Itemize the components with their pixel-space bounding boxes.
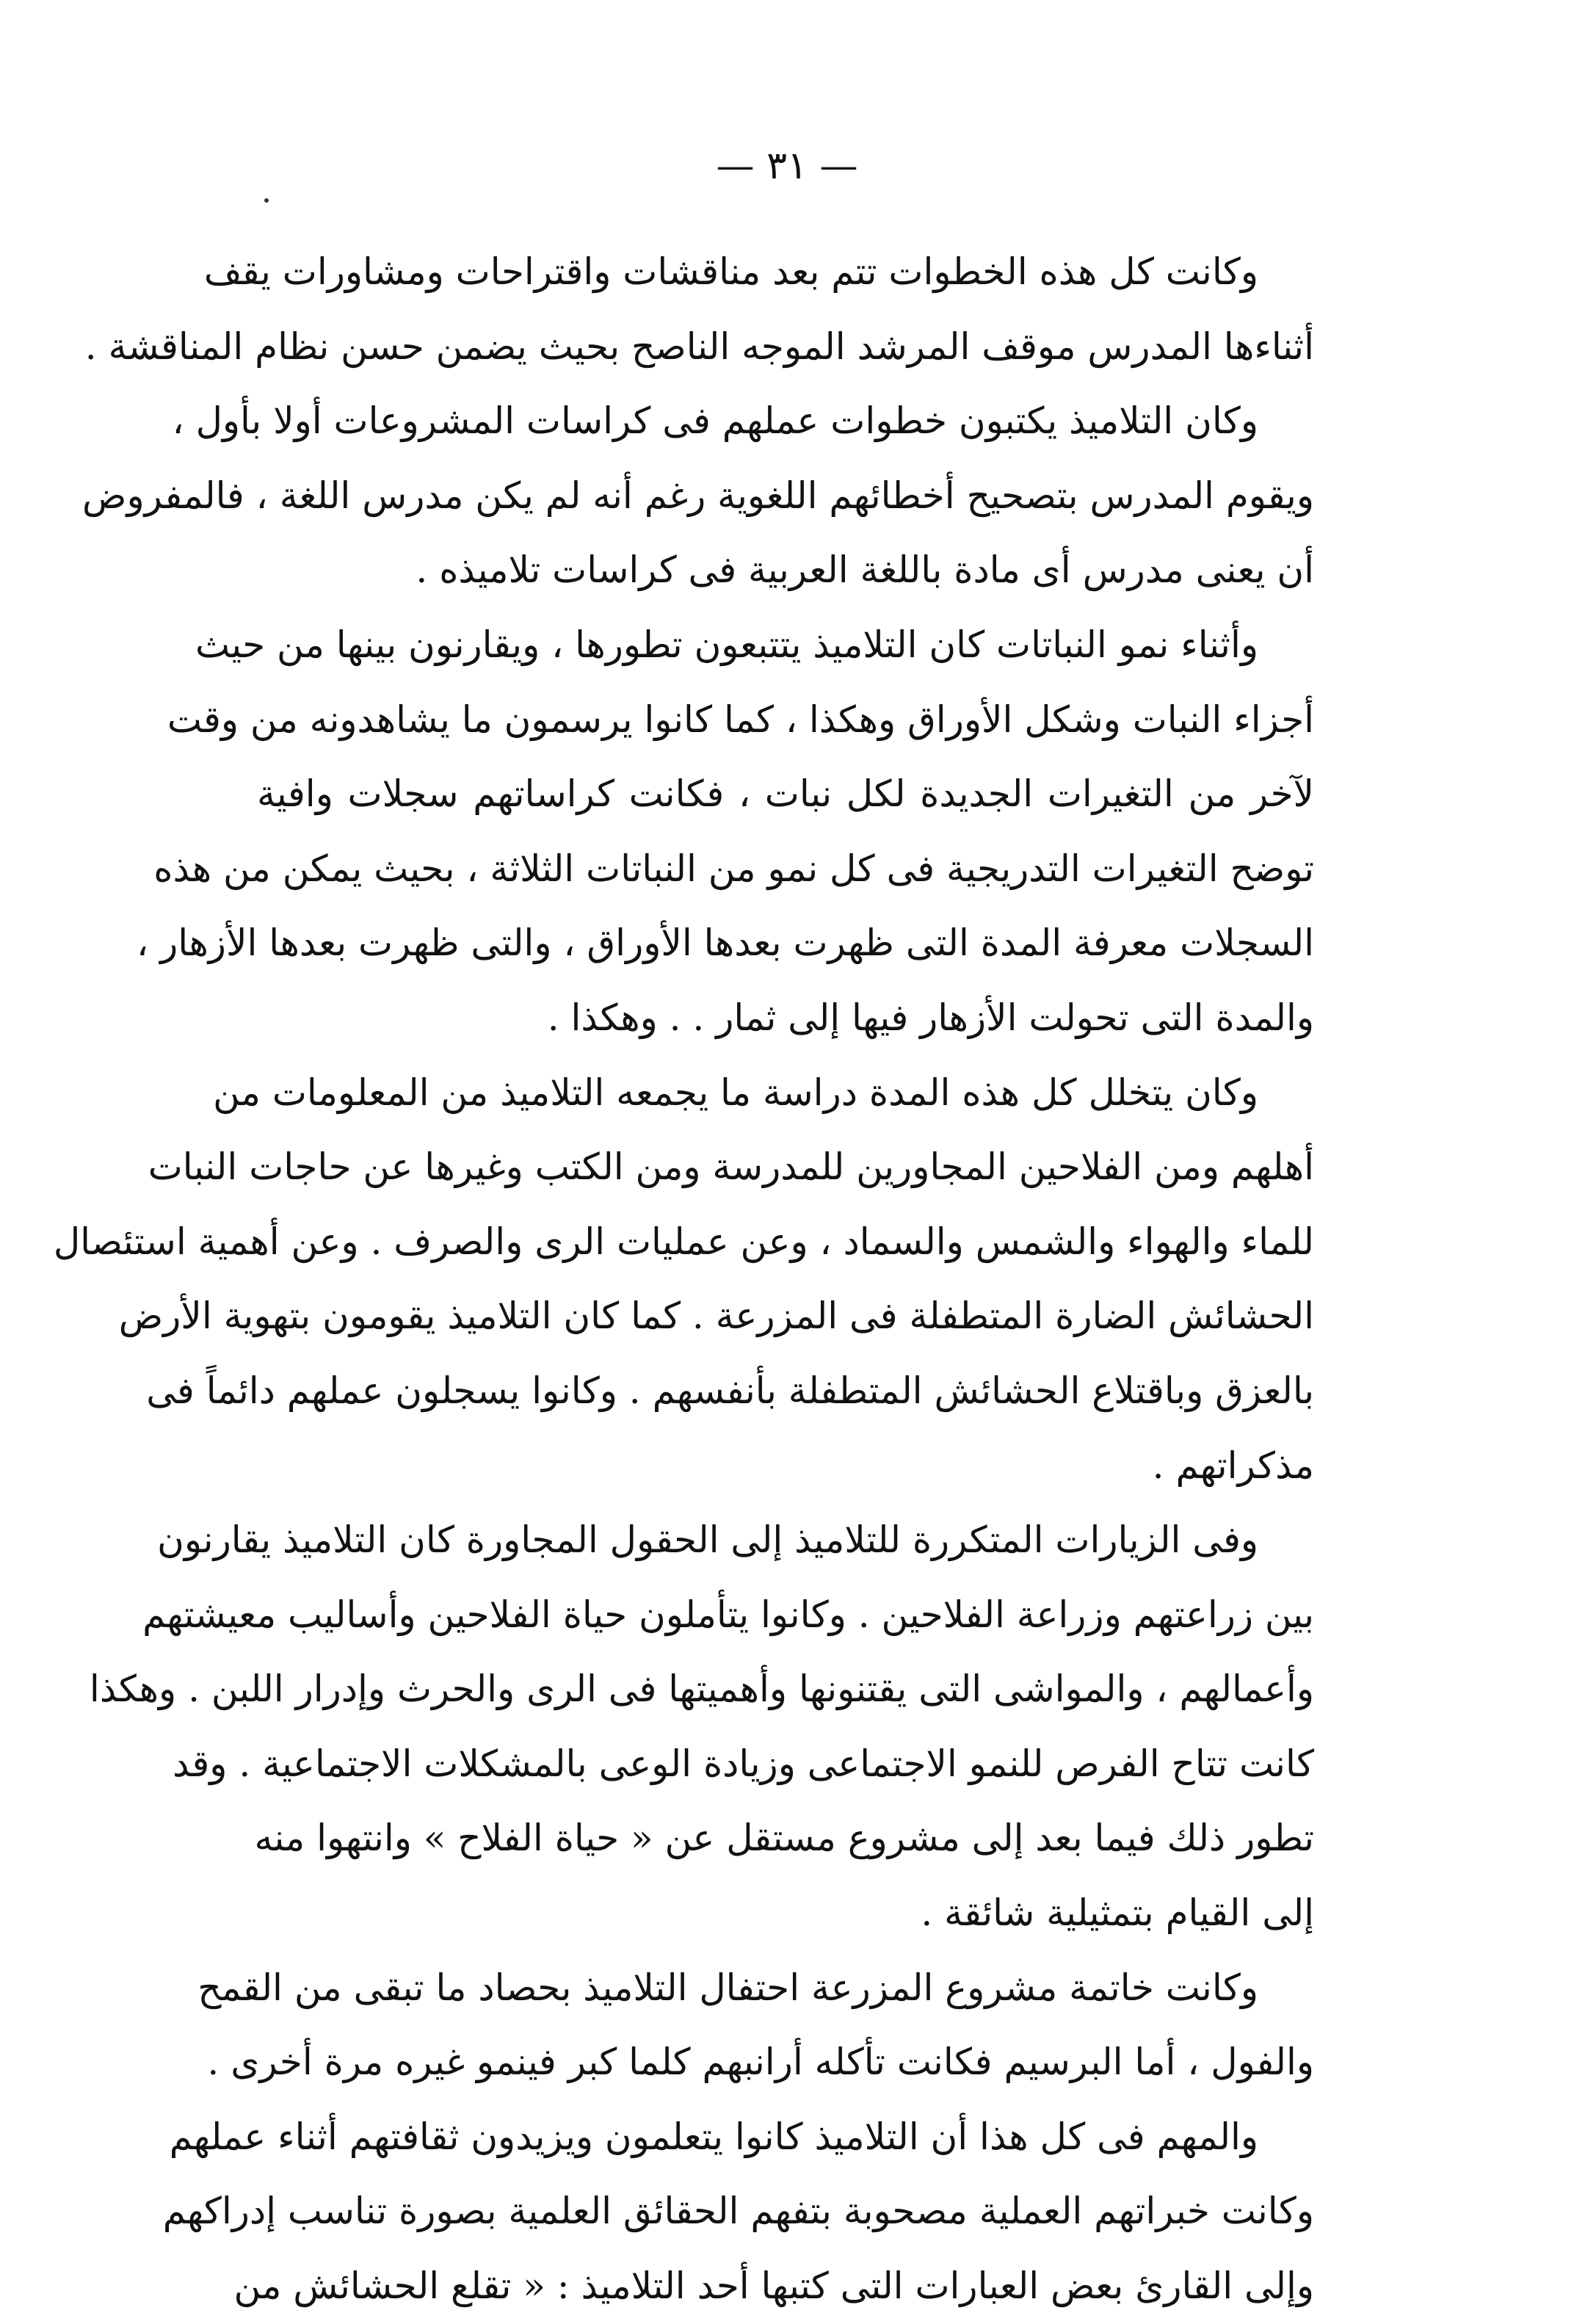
text-line: وكان يتخلل كل هذه المدة دراسة ما يجمعه التلاميذ من المعلومات من <box>213 1071 1258 1114</box>
text-line: وكانت خاتمة مشروع المزرعة احتفال التلاميذ بحصاد ما تبقى من القمح <box>197 1966 1258 2009</box>
text-line: توضح التغيرات التدريجية فى كل نمو من النباتات الثلاثة ، بحيث يمكن من هذه <box>153 847 1314 890</box>
page-number: — ٣١ — <box>716 144 858 188</box>
paragraph <box>89 1503 1314 1951</box>
text-line: وإلى القارئ بعض العبارات التى كتبها أحد التلاميذ : « تقلع الحشائش من <box>233 2265 1314 2308</box>
text-line: ويقوم المدرس بتصحيح أخطائهم اللغوية رغم أنه لم يكن مدرس اللغة ، فالمفروض <box>82 474 1314 517</box>
text-line: مذكراتهم . <box>1152 1444 1314 1487</box>
paragraph <box>197 1951 1314 2100</box>
text-line: وأعمالهم ، والمواشى التى يقتنونها وأهميتها فى الرى والحرث وإدرار اللبن . وهكذا <box>89 1668 1314 1711</box>
text-line: بالعزق وباقتلاع الحشائش المتطفلة بأنفسهم . وكانوا يسجلون عملهم دائماً فى <box>146 1369 1314 1412</box>
text-line: أهلهم ومن الفلاحين المجاورين للمدرسة ومن الكتب وغيرها عن حاجات النبات <box>148 1145 1314 1189</box>
text-line: وفى الزيارات المتكررة للتلاميذ إلى الحقول المجاورة كان التلاميذ يقارنون <box>157 1518 1258 1562</box>
text-line: إلى القيام بتمثيلية شائقة . <box>921 1892 1314 1935</box>
text-line: والفول ، أما البرسيم فكانت تأكله أرانبهم كلما كبر فينمو غيره مرة أخرى . <box>207 2041 1314 2084</box>
text-line: أجزاء النبات وشكل الأوراق وهكذا ، كما كانوا يرسمون ما يشاهدونه من وقت <box>167 698 1314 741</box>
text-line: الحشائش الضارة المتطفلة فى المزرعة . كما كان التلاميذ يقومون بتهوية الأرض <box>118 1295 1314 1338</box>
text-line: وكان التلاميذ يكتبون خطوات عملهم فى كراسات المشروعات أولا بأول ، <box>172 399 1258 443</box>
text-line: والمدة التى تحولت الأزهار فيها إلى ثمار . . وهكذا . <box>547 996 1314 1039</box>
text-line: لآخر من التغيرات الجديدة لكل نبات ، فكانت كراساتهم سجلات وافية <box>257 772 1314 816</box>
text-line: وكانت خبراتهم العملية مصحوبة بتفهم الحقائق العلمية بصورة تناسب إدراكهم <box>162 2190 1314 2233</box>
paragraph <box>84 235 1314 384</box>
text-line: للماء والهواء والشمس والسماد ، وعن عمليات الرى والصرف . وعن أهمية استئصال <box>53 1220 1314 1263</box>
text-line: كانت تتاح الفرص للنمو الاجتماعى وزيادة الوعى بالمشكلات الاجتماعية . وقد <box>173 1742 1314 1785</box>
body-text <box>53 235 1314 2324</box>
text-line: أثناءها المدرس موقف المرشد الموجه الناصح بحيث يضمن حسن نظام المناقشة . <box>84 325 1314 368</box>
text-line: أن يعنى مدرس أى مادة باللغة العربية فى كراسات تلاميذه . <box>416 549 1314 592</box>
paragraph <box>82 384 1314 608</box>
text-line: بين زراعتهم وزراعة الفلاحين . وكانوا يتأملون حياة الفلاحين وأساليب معيشتهم <box>142 1593 1314 1636</box>
paragraph <box>137 608 1314 1056</box>
text-line: والمهم فى كل هذا أن التلاميذ كانوا يتعلمون ويزيدون ثقافتهم أثناء عملهم <box>169 2115 1258 2158</box>
text-line: وأثناء نمو النباتات كان التلاميذ يتتبعون تطورها ، ويقارنون بينها من حيث <box>195 623 1258 666</box>
paragraph <box>53 1056 1314 1504</box>
text-line: تطور ذلك فيما بعد إلى مشروع مستقل عن « حياة الفلاح » وانتهوا منه <box>254 1817 1314 1860</box>
paragraph <box>162 2100 1314 2324</box>
scan-speck <box>264 198 269 203</box>
text-line: السجلات معرفة المدة التى ظهرت بعدها الأوراق ، والتى ظهرت بعدها الأزهار ، <box>137 922 1314 965</box>
text-line: وكانت كل هذه الخطوات تتم بعد مناقشات واقتراحات ومشاورات يقف <box>203 250 1258 293</box>
